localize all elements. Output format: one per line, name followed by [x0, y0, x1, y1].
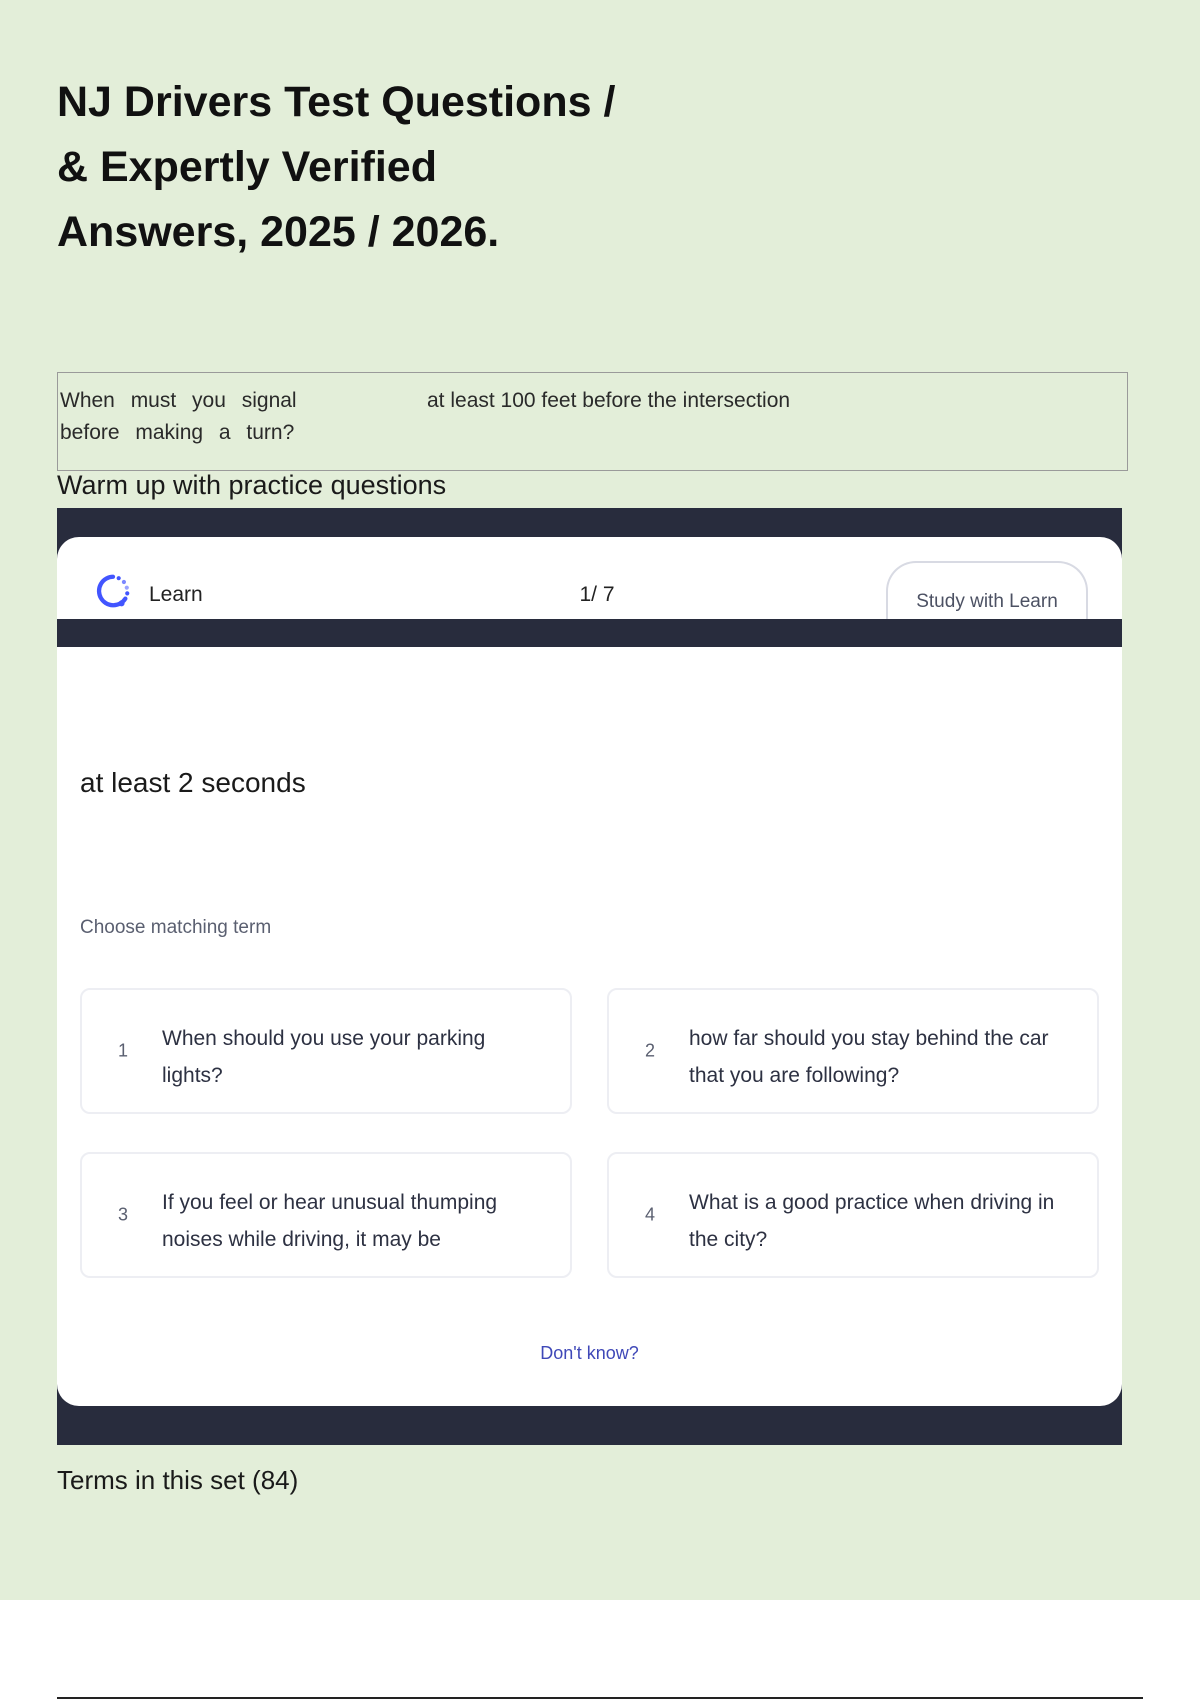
title-line-2: & Expertly Verified — [57, 143, 437, 191]
header-divider-strip — [57, 619, 1122, 647]
dont-know-link[interactable]: Don't know? — [540, 1343, 639, 1363]
warmup-heading: Warm up with practice questions — [57, 470, 447, 500]
option-text: If you feel or hear unusual thumping noises while driving, it may be — [162, 1191, 498, 1251]
progress-counter: 1/ 7 — [579, 583, 615, 606]
qa-pair-table — [57, 372, 1128, 471]
definition-prompt: at least 2 seconds — [80, 767, 306, 798]
answer-option-4[interactable] — [607, 1152, 1099, 1278]
qa-answer: at least 100 feet before the intersection — [427, 389, 791, 412]
option-number: 2 — [645, 1040, 656, 1061]
footer-divider — [57, 1697, 1143, 1699]
learn-mode-label: Learn — [149, 583, 203, 606]
learn-progress-icon — [94, 572, 132, 610]
terms-in-set-heading: Terms in this set (84) — [57, 1465, 299, 1495]
option-number: 4 — [645, 1204, 656, 1225]
practice-widget — [57, 537, 1122, 1406]
option-text: What is a good practice when driving in the city? — [689, 1191, 1055, 1251]
answer-option-1[interactable] — [80, 988, 572, 1114]
qa-question: When must you signal before making a turn? — [60, 389, 297, 444]
option-number: 1 — [118, 1040, 129, 1061]
study-with-learn-button[interactable]: Study with Learn — [886, 561, 1088, 619]
answer-option-2[interactable] — [607, 988, 1099, 1114]
title-line-3: Answers, 2025 / 2026. — [57, 208, 500, 256]
option-number: 3 — [118, 1204, 129, 1225]
choose-matching-label: Choose matching term — [80, 917, 272, 938]
answer-option-3[interactable] — [80, 1152, 572, 1278]
title-line-1: NJ Drivers Test Questions / — [57, 78, 616, 126]
widget-header — [57, 537, 1122, 619]
option-text: When should you use your parking lights? — [162, 1027, 486, 1087]
document-title — [57, 70, 757, 265]
option-text: how far should you stay behind the car that you are following? — [689, 1027, 1049, 1087]
